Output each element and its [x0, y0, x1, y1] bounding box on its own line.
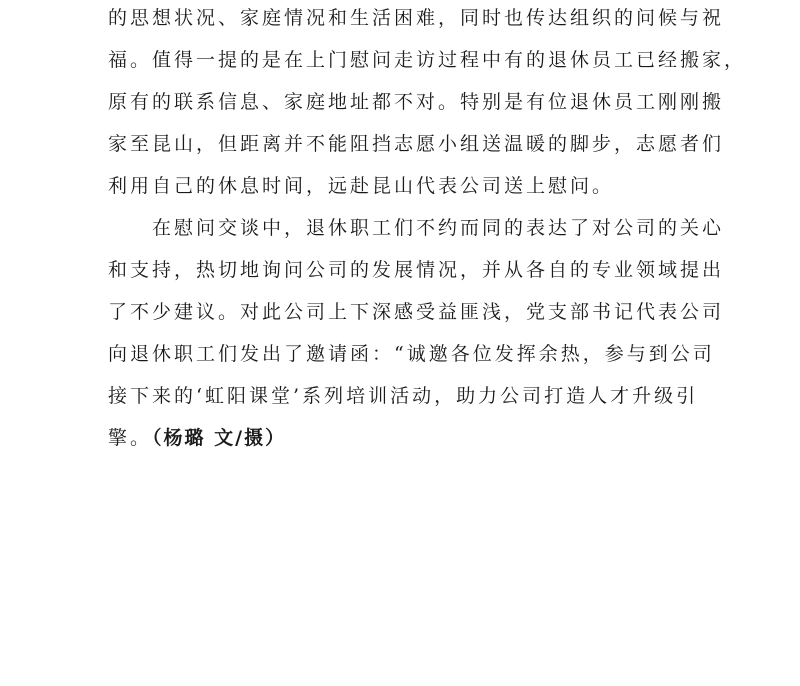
- paragraph-2-line-1: 在慰问交谈中，退休职工们不约而同的表达了对公司的关心: [152, 217, 725, 239]
- paragraph-2-line-4: 向退休职工们发出了邀请函：“诚邀各位发挥余热，参与到公司: [108, 343, 715, 365]
- paragraph-1-line-1: 的思想状况、家庭情况和生活困难，同时也传达组织的问候与祝: [108, 7, 725, 29]
- paragraph-1-line-3: 原有的联系信息、家庭地址都不对。特别是有位退休员工刚刚搬: [108, 91, 725, 113]
- paragraph-2-ending: 擎。: [108, 427, 153, 449]
- paragraph-1-line-5: 利用自己的休息时间，远赴昆山代表公司送上慰问。: [108, 175, 615, 197]
- paragraph-1-line-2: 福。值得一提的是在上门慰问走访过程中有的退休员工已经搬家，: [108, 49, 747, 71]
- paragraph-2-line-3: 了不少建议。对此公司上下深感受益匪浅，党支部书记代表公司: [108, 301, 725, 323]
- paragraph-2-line-2: 和支持，热切地询问公司的发展情况，并从各自的专业领域提出: [108, 259, 725, 281]
- paragraph-2-line-6: [108, 424, 286, 452]
- author-credit: （杨璐 文/摄）: [152, 427, 287, 449]
- paragraph-1-line-4: 家至昆山，但距离并不能阻挡志愿小组送温暖的脚步，志愿者们: [108, 133, 725, 155]
- paragraph-2-line-5: 接下来的‘虹阳课堂’系列培训活动，助力公司打造人才升级引: [108, 385, 699, 407]
